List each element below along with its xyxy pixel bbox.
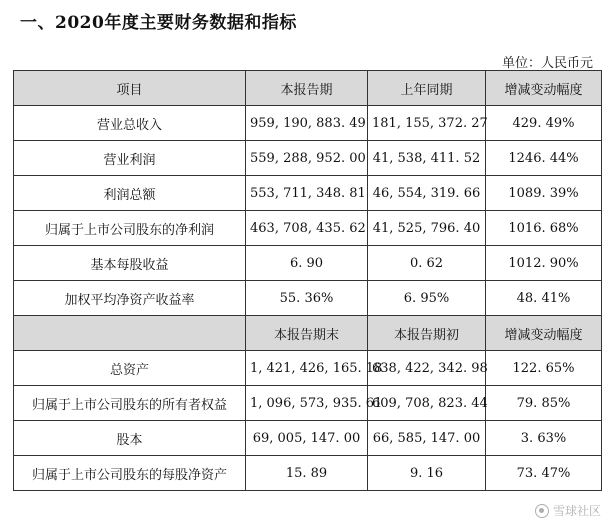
period-start-value: 66, 585, 147. 00	[368, 421, 486, 456]
period-start-value: 638, 422, 342. 98	[368, 351, 486, 386]
table-row	[14, 176, 602, 211]
prior-value: 6. 95%	[368, 281, 486, 316]
table-row	[14, 421, 602, 456]
period-end-value: 69, 005, 147. 00	[246, 421, 368, 456]
header-cell-period-start: 本报告期初	[368, 316, 486, 351]
header-cell-period-end: 本报告期末	[246, 316, 368, 351]
prior-value: 181, 155, 372. 27	[368, 106, 486, 141]
row-label: 基本每股收益	[14, 246, 246, 281]
period-end-value: 1, 096, 573, 935. 61	[246, 386, 368, 421]
row-label: 归属于上市公司股东的每股净资产	[14, 456, 246, 491]
row-label: 利润总额	[14, 176, 246, 211]
change-value: 79. 85%	[486, 386, 602, 421]
table-row	[14, 246, 602, 281]
period-end-value: 1, 421, 426, 165. 18	[246, 351, 368, 386]
change-value: 1246. 44%	[486, 141, 602, 176]
current-value: 463, 708, 435. 62	[246, 211, 368, 246]
prior-value: 46, 554, 319. 66	[368, 176, 486, 211]
table-row	[14, 106, 602, 141]
row-label: 加权平均净资产收益率	[14, 281, 246, 316]
change-value: 48. 41%	[486, 281, 602, 316]
table-row	[14, 141, 602, 176]
section-heading: 一、2020年度主要财务数据和指标	[20, 13, 297, 33]
row-label: 归属于上市公司股东的净利润	[14, 211, 246, 246]
row-label: 营业总收入	[14, 106, 246, 141]
header-cell-prior-period: 上年同期	[368, 71, 486, 106]
header-cell-current-period: 本报告期	[246, 71, 368, 106]
table-header-row	[14, 71, 602, 106]
table-row	[14, 456, 602, 491]
change-value: 1016. 68%	[486, 211, 602, 246]
financial-data-table	[13, 70, 602, 491]
period-start-value: 9. 16	[368, 456, 486, 491]
currency-unit-label: 单位：人民币元	[501, 56, 593, 71]
table-row	[14, 281, 602, 316]
change-value: 429. 49%	[486, 106, 602, 141]
prior-value: 0. 62	[368, 246, 486, 281]
change-value: 122. 65%	[486, 351, 602, 386]
prior-value: 41, 538, 411. 52	[368, 141, 486, 176]
change-value: 1012. 90%	[486, 246, 602, 281]
row-label: 归属于上市公司股东的所有者权益	[14, 386, 246, 421]
header-cell-empty	[14, 316, 246, 351]
change-value: 1089. 39%	[486, 176, 602, 211]
row-label: 营业利润	[14, 141, 246, 176]
table-row	[14, 351, 602, 386]
prior-value: 41, 525, 796. 40	[368, 211, 486, 246]
watermark	[535, 502, 601, 519]
header-cell-item: 项目	[14, 71, 246, 106]
table-row	[14, 386, 602, 421]
snowball-logo-icon	[535, 504, 549, 518]
header-cell-change: 增减变动幅度	[486, 316, 602, 351]
change-value: 3. 63%	[486, 421, 602, 456]
change-value: 73. 47%	[486, 456, 602, 491]
row-label: 总资产	[14, 351, 246, 386]
current-value: 959, 190, 883. 49	[246, 106, 368, 141]
table-subheader-row	[14, 316, 602, 351]
period-start-value: 609, 708, 823. 44	[368, 386, 486, 421]
current-value: 559, 288, 952. 00	[246, 141, 368, 176]
row-label: 股本	[14, 421, 246, 456]
current-value: 553, 711, 348. 81	[246, 176, 368, 211]
current-value: 55. 36%	[246, 281, 368, 316]
table-row	[14, 211, 602, 246]
header-cell-change: 增减变动幅度	[486, 71, 602, 106]
current-value: 6. 90	[246, 246, 368, 281]
period-end-value: 15. 89	[246, 456, 368, 491]
watermark-text: 雪球社区	[552, 504, 601, 518]
